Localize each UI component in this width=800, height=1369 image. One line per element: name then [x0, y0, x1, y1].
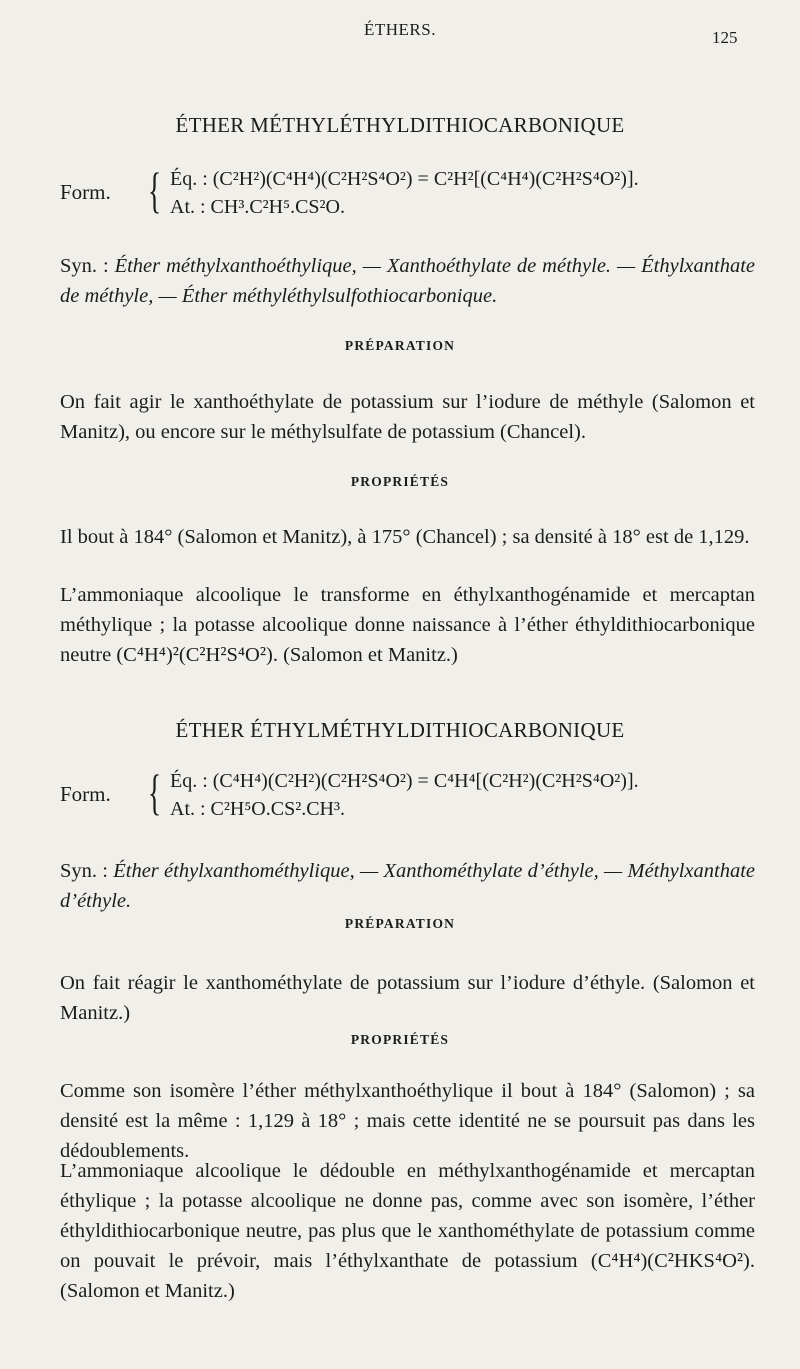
properties-heading: PROPRIÉTÉS — [350, 1032, 450, 1047]
preparation-heading: PRÉPARATION — [344, 916, 456, 931]
syn-prefix: Syn. : — [60, 860, 114, 882]
section-title: ÉTHER MÉTHYLÉTHYLDITHIOCARBONIQUE — [175, 113, 625, 137]
properties-text: Il bout à 184° (Salomon et Manitz), à 175° (Chancel) ; sa densité à 18° est de 1,129. — [60, 526, 750, 548]
properties-text: L’ammoniaque alcoolique le dédouble en méthylxanthogénamide et mercaptan éthylique ; la potasse alcoolique ne donne pas, comme avec son isomère, l’éther éthyldithiocarbonique neutre, pas plus que le xanthométhylate de potassium comme on pouvait le prévoir, mais l’éthylxanthate de potassium (C⁴H⁴)(C²HKS⁴O²). (Salomon et Manitz.) — [60, 1160, 755, 1302]
atomic-formula: At. : C²H⁵O.CS².CH³. — [170, 798, 345, 820]
running-title: ÉTHERS. — [364, 20, 436, 39]
form-label: Form. — [60, 782, 111, 806]
formula-block — [60, 764, 760, 830]
brace-icon: { — [148, 764, 162, 820]
formula-block — [60, 162, 760, 228]
preparation-text: On fait agir le xanthoéthylate de potassium sur l’iodure de méthyle (Salomon et Manitz), ou encore sur le méthylsulfate de potassium (Chancel). — [60, 391, 755, 443]
atomic-formula: At. : CH³.C²H⁵.CS²O. — [170, 196, 345, 218]
properties-heading: PROPRIÉTÉS — [350, 474, 450, 489]
brace-icon: { — [148, 162, 162, 218]
equivalent-formula: Éq. : (C²H²)(C⁴H⁴)(C²H²S⁴O²) = C²H²[(C⁴H⁴)(C²H²S⁴O²)]. — [170, 168, 639, 190]
syn-prefix: Syn. : — [60, 255, 115, 277]
form-label: Form. — [60, 180, 111, 204]
section-title: ÉTHER ÉTHYLMÉTHYLDITHIOCARBONIQUE — [175, 718, 625, 742]
synonyms — [60, 251, 755, 311]
preparation-heading: PRÉPARATION — [344, 338, 456, 353]
properties-text: L’ammoniaque alcoolique le transforme en éthylxanthogénamide et mercaptan méthylique ; la potasse alcoolique donne naissance à l’éther éthyldithiocarbonique neutre (C⁴H⁴)²(C²H²S⁴O²). (Salomon et Manitz.) — [60, 584, 755, 666]
syn-text: Éther méthylxanthoéthylique, — Xanthoéthylate de méthyle. — Éthylxanthate de méthyle, — Éther méthyléthylsulfothiocarbonique. — [60, 255, 755, 307]
syn-text: Éther éthylxanthométhylique, — Xanthométhylate d’éthyle, — Méthylxanthate d’éthyle. — [60, 860, 755, 912]
properties-text: Comme son isomère l’éther méthylxanthoéthylique il bout à 184° (Salomon) ; sa densité est la même : 1,129 à 18° ; mais cette identité ne se poursuit pas dans les dédoublements. — [60, 1080, 755, 1162]
preparation-text: On fait réagir le xanthométhylate de potassium sur l’iodure d’éthyle. (Salomon et Manitz.) — [60, 972, 755, 1024]
synonyms — [60, 856, 755, 916]
equivalent-formula: Éq. : (C⁴H⁴)(C²H²)(C²H²S⁴O²) = C⁴H⁴[(C²H²)(C²H²S⁴O²)]. — [170, 770, 639, 792]
page-number: 125 — [712, 28, 738, 47]
